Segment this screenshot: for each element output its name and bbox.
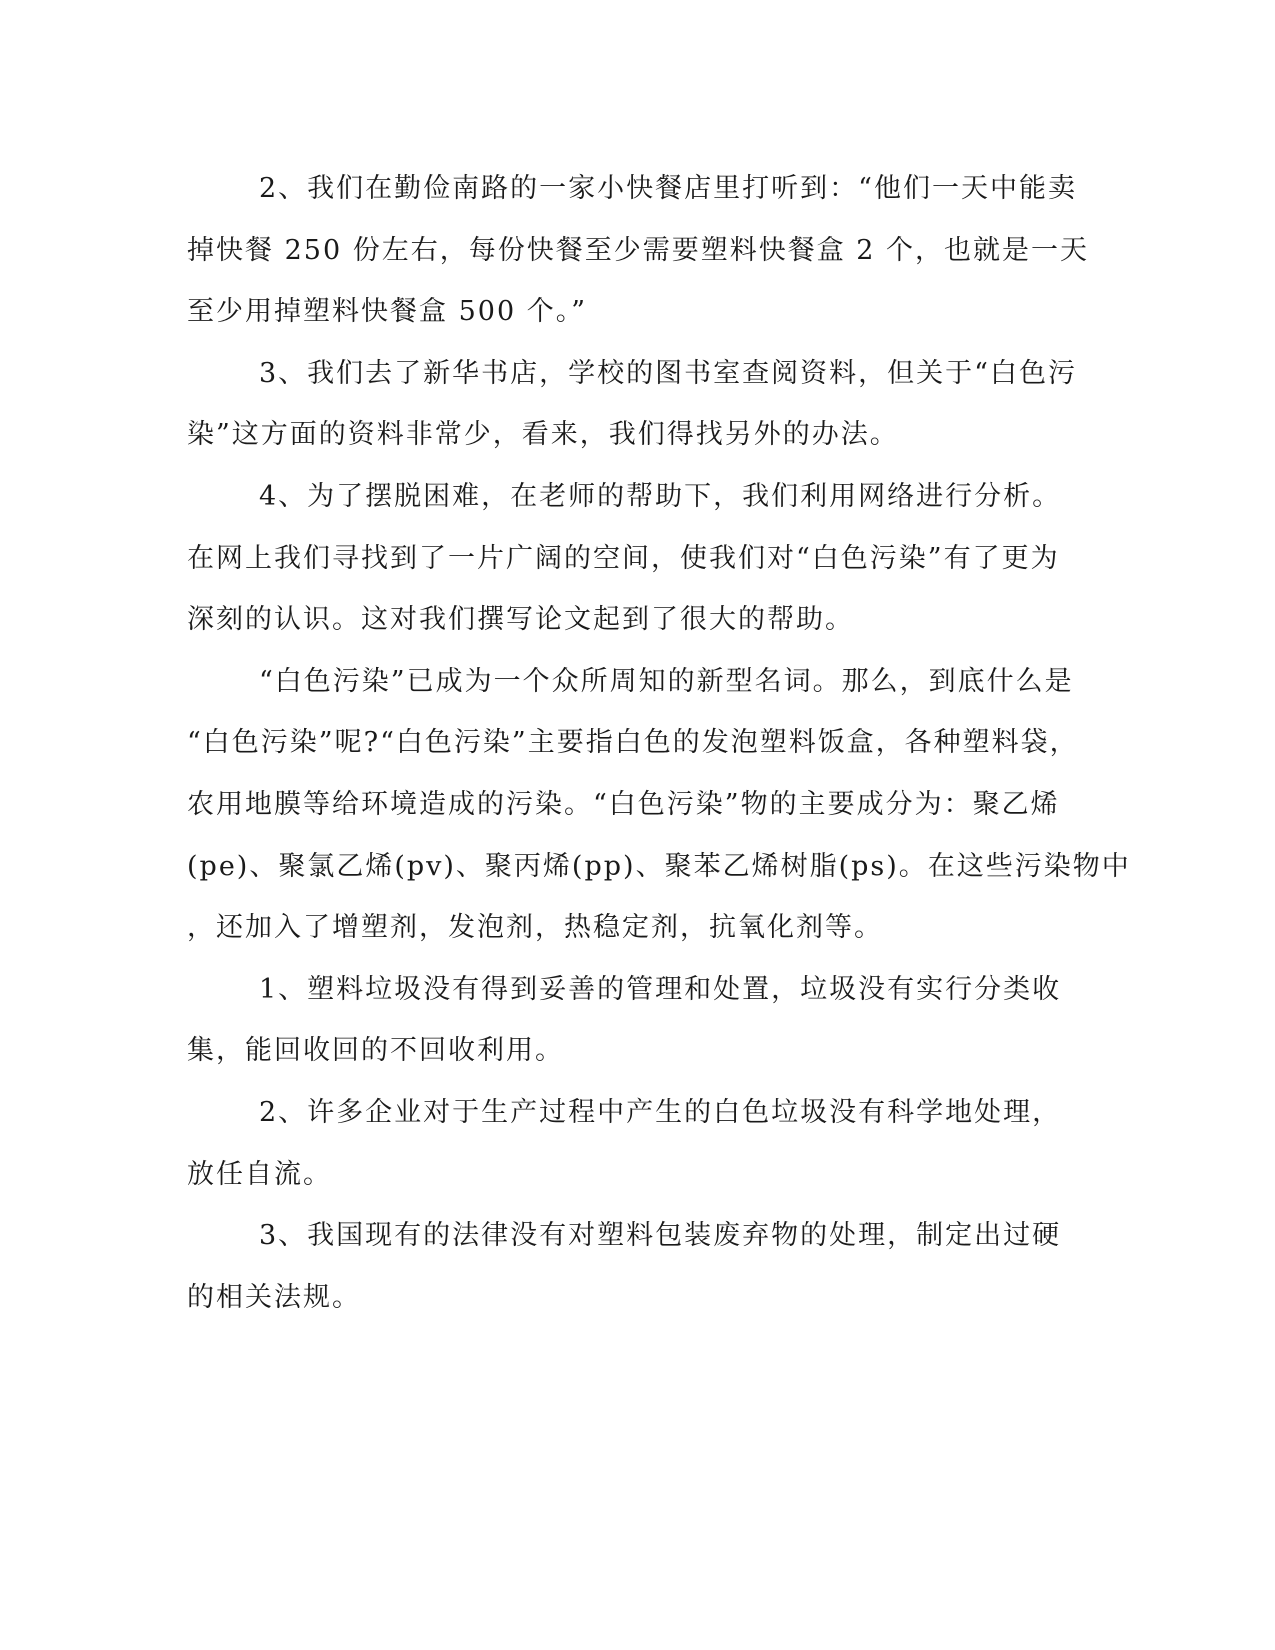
paragraph-line: 染”这方面的资料非常少，看来，我们得找另外的办法。 xyxy=(187,419,899,451)
paragraph-line: 在网上我们寻找到了一片广阔的空间，使我们对“白色污染”有了更为 xyxy=(187,542,1060,574)
paragraph-cause-management xyxy=(187,959,1067,1082)
paragraph-internet-research xyxy=(187,466,1067,651)
paragraph-line: 放任自流。 xyxy=(187,1158,332,1190)
paragraph-line: 掉快餐 250 份左右，每份快餐至少需要塑料快餐盒 2 个，也就是一天 xyxy=(187,234,1090,266)
paragraph-line: 至少用掉塑料快餐盒 500 个。” xyxy=(187,296,588,328)
paragraph-line: ，还加入了增塑剂，发泡剂，热稳定剂，抗氧化剂等。 xyxy=(187,912,883,944)
paragraph-line: “白色污染”呢?“白色污染”主要指白色的发泡塑料饭盒，各种塑料袋， xyxy=(187,727,1079,759)
paragraph-line: 集，能回收回的不回收利用。 xyxy=(187,1035,564,1067)
paragraph-line: (pe)、聚氯乙烯(pv)、聚丙烯(pp)、聚苯乙烯树脂(ps)。在这些污染物中 xyxy=(187,850,1131,882)
paragraph-line: 3、我国现有的法律没有对塑料包装废弃物的处理，制定出过硬 xyxy=(259,1220,1062,1252)
paragraph-line: “白色污染”已成为一个众所周知的新型名词。那么，到底什么是 xyxy=(259,665,1074,697)
paragraph-line: 的相关法规。 xyxy=(187,1281,361,1313)
paragraph-line: 3、我们去了新华书店，学校的图书室查阅资料，但关于“白色污 xyxy=(259,357,1077,389)
paragraph-line: 2、我们在勤俭南路的一家小快餐店里打听到：“他们一天中能卖 xyxy=(259,173,1077,204)
paragraph-line: 1、塑料垃圾没有得到妥善的管理和处置，垃圾没有实行分类收 xyxy=(259,973,1062,1005)
paragraph-cause-legislation xyxy=(187,1205,1067,1328)
paragraph-white-pollution-definition xyxy=(187,651,1131,959)
paragraph-bookstore-research xyxy=(187,343,1077,466)
paragraph-line: 2、许多企业对于生产过程中产生的白色垃圾没有科学地处理， xyxy=(259,1096,1062,1128)
paragraph-fast-food-survey xyxy=(187,158,1090,343)
paragraph-line: 深刻的认识。这对我们撰写论文起到了很大的帮助。 xyxy=(187,604,854,636)
paragraph-line: 农用地膜等给环境造成的污染。“白色污染”物的主要成分为：聚乙烯 xyxy=(187,788,1060,820)
paragraph-cause-enterprises xyxy=(187,1082,1067,1205)
paragraph-line: 4、为了摆脱困难，在老师的帮助下，我们利用网络进行分析。 xyxy=(259,480,1062,512)
document-body xyxy=(187,158,1131,1328)
